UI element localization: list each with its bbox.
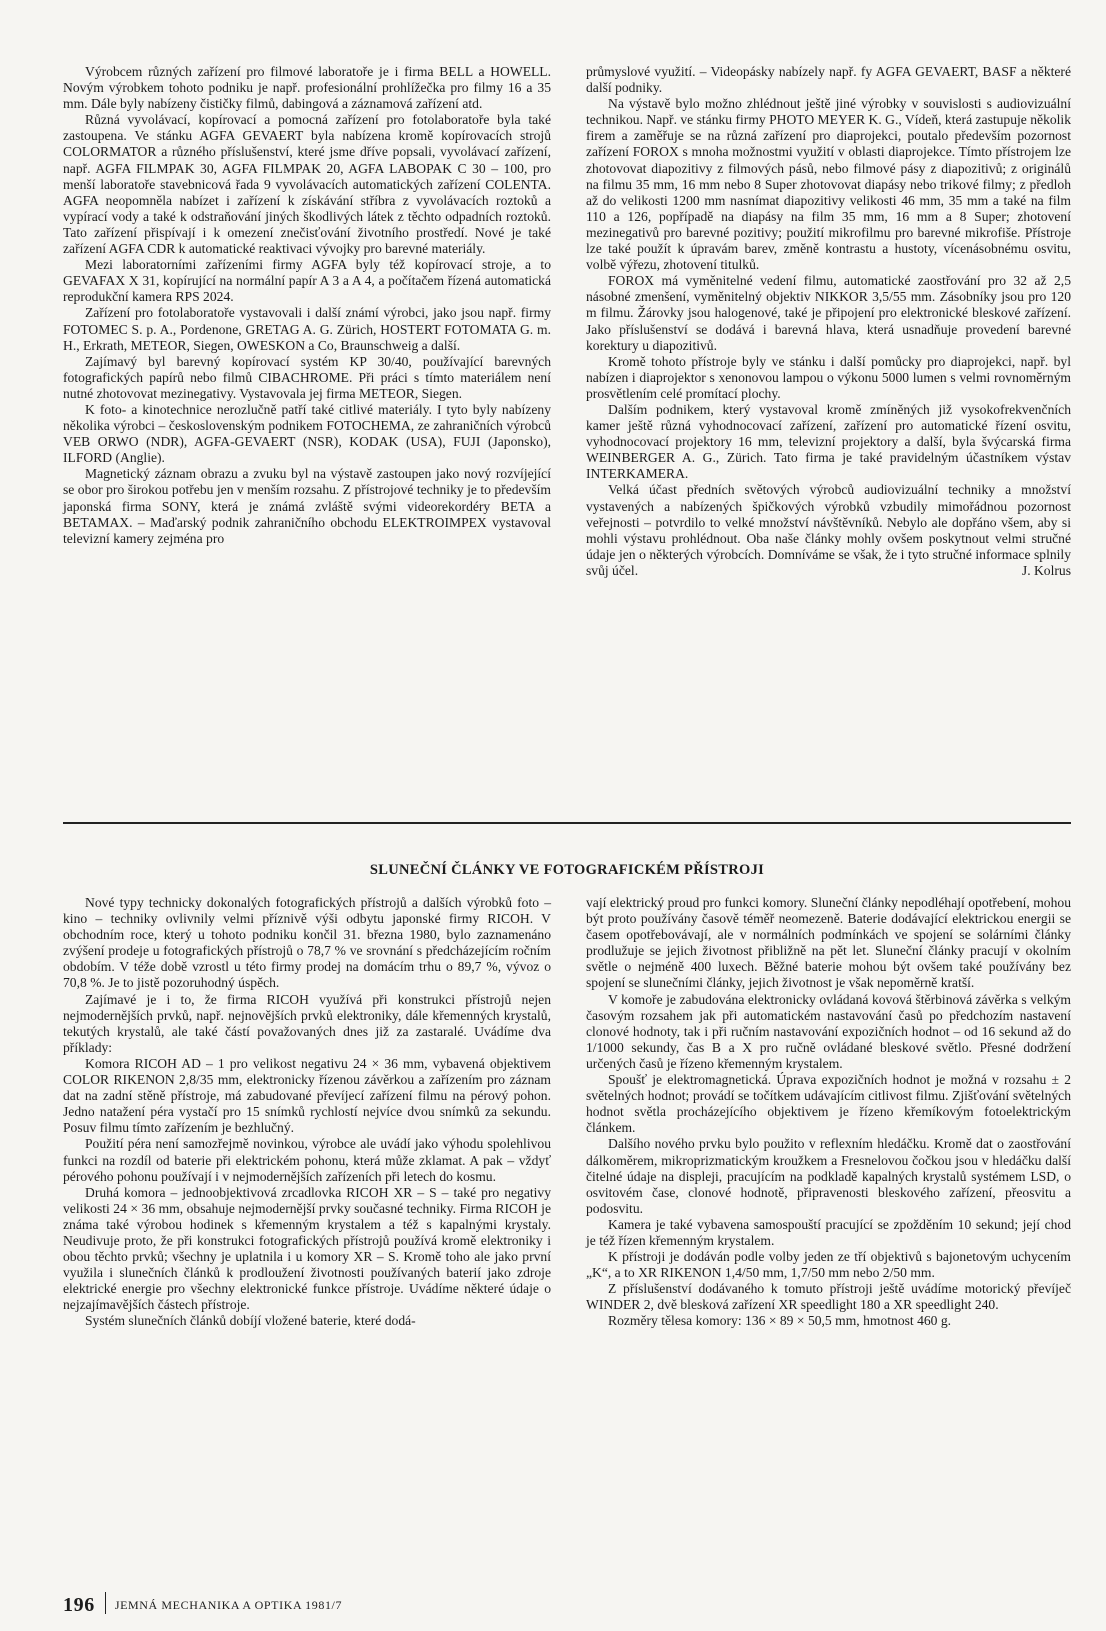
paragraph: průmyslové využití. – Videopásky nabízely např. fy AGFA GEVAERT, BASF a některé další podniky. bbox=[586, 64, 1071, 96]
journal-name: JEMNÁ MECHANIKA A OPTIKA 1981/7 bbox=[114, 1598, 343, 1612]
paragraph: K přístroji je dodáván podle volby jeden ze tří objektivů s bajonetovým uchycením „K“, a to XR RIKENON 1,4/50 mm, 1,7/50 mm nebo 2/50 mm. bbox=[586, 1249, 1071, 1281]
paragraph: Z příslušenství dodávaného k tomuto přístroji ještě uvádíme motorický převíječ WINDER 2, dvě blesková zařízení XR speedlight 180 a XR speedlight 240. bbox=[586, 1281, 1071, 1313]
paragraph: Výrobcem různých zařízení pro filmové laboratoře je i firma BELL a HOWELL. Novým výrobkem tohoto podniku je např. profesionální prohlížečka pro filmy 16 a 35 mm. Dále byly nabízeny čističky filmů, dabingová a záznamová zařízení atd. bbox=[63, 64, 551, 112]
page-footer bbox=[63, 1592, 342, 1617]
paragraph: Zařízení pro fotolaboratoře vystavovali i další známí výrobci, jako jsou např. firmy FOTOMEC S. p. A., Pordenone, GRETAG A. G. Zürich, HOSTERT FOTOMATA G. m. H., Erkrath, METEOR, Siegen, OWESKON a Co, Braunschweig a další. bbox=[63, 305, 551, 353]
paragraph: vají elektrický proud pro funkci komory. Sluneční články nepodléhají opotřebení, mohou být proto používány časově téměř neomezeně. Baterie dodávající elektrickou energii se časem opotřebovávají, ale v normálních podmínkách ve spojení se solárními články prodlužuje se jejich životnost přibližně na pět let. Sluneční články pracují v okolním světle o nejméně 400 luxech. Běžné baterie mohou být ovšem také používány bez spojení se slunečními články, jejich životnost je však nepoměrně kratší. bbox=[586, 895, 1071, 991]
paragraph-text: Velká účast předních světových výrobců audiovizuální techniky a množství vystavených a nabízených špičkových výrobků vzbudily mimořádnou pozornost veřejnosti – potvrdilo to velké množství návštěvníků. Nebylo ale dopřáno všem, aby si mohli výstavu prohlédnout. Oba naše články mohly ovšem poskytnout velmi stručné údaje jen o některých výrobcích. Domníváme se však, že i tyto stručné informace splnily svůj účel. bbox=[586, 482, 1071, 578]
paragraph: Druhá komora – jednoobjektivová zrcadlovka RICOH XR – S – také pro negativy velikosti 24 × 36 mm, obsahuje nejmodernější prvky současné techniky. Firma RICOH je známa také výrobou hodinek s křemenným krystalem a též s kapalnými krystaly. Neudivuje proto, že při konstrukci fotografických přístrojů používá kromě elektroniky i obou těchto prvků; všechny je uplatnila i u komory XR – S. Kromě toho ale jako první využila i slunečních článků k prodloužení životnosti používaných baterií jako zdroje elektrické energie pro všechny elektronické funkce přístroje. Uvádíme některé údaje o nejzajímavějších částech přístroje. bbox=[63, 1184, 551, 1313]
article1-right-column bbox=[586, 64, 1071, 579]
section-divider bbox=[63, 822, 1071, 824]
page-number: 196 bbox=[63, 1594, 95, 1616]
paragraph: K foto- a kinotechnice nerozlučně patří také citlivé materiály. I tyto byly nabízeny několika výrobci – československým podnikem FOTOCHEMA, ze zahraničních výrobců VEB ORWO (NDR), AGFA-GEVAERT (NSR), KODAK (USA), FUJI (Japonsko), ILFORD (Anglie). bbox=[63, 401, 551, 466]
author-signature: J. Kolrus bbox=[1021, 562, 1071, 578]
paragraph: Kamera je také vybavena samospouští pracující se zpožděním 10 sekund; její chod je též řízen křemenným krystalem. bbox=[586, 1216, 1071, 1248]
paragraph: Komora RICOH AD – 1 pro velikost negativu 24 × 36 mm, vybavená objektivem COLOR RIKENON 2,8/35 mm, elektronicky řízenou závěrkou a zařízením pro záznam dat na zadní stěně přístroje, má zabudované převíjecí zařízení filmu na pérový pohon. Jedno natažení péra vystačí pro 15 snímků rychlostí nejvíce dvou snímků za sekundu. Posuv filmu tímto zařízením je bezhlučný. bbox=[63, 1055, 551, 1136]
paragraph: Spoušť je elektromagnetická. Úprava expozičních hodnot je možná v rozsahu ± 2 světelných hodnot; provádí se točítkem udávajícím citlivost filmu. Zjišťování světelných hodnot světla procházejícího objektivem je řízeno křemíkovým fotoelektrickým článkem. bbox=[586, 1072, 1071, 1136]
paragraph: Zajímavé je i to, že firma RICOH využívá při konstrukci přístrojů nejen nejmodernějších prvků, např. nejnovějších prvků elektroniky, dále křemenných krystalů, tekutých krystalů, ale také částí považovaných dnes již za zastaralé. Uvádíme dva příklady: bbox=[63, 991, 551, 1055]
article-title: SLUNEČNÍ ČLÁNKY VE FOTOGRAFICKÉM PŘÍSTROJI bbox=[369, 862, 765, 878]
paragraph: Magnetický záznam obrazu a zvuku byl na výstavě zastoupen jako nový rozvíjející se obor pro širokou potřebu jen v menším rozsahu. Z přístrojové techniky je to především japonská firma SONY, která je známá zvláště svými videorekordéry BETA a BETAMAX. – Maďarský podnik zahraničního obchodu ELEKTROIMPEX vystavoval televizní kamery zejména pro bbox=[63, 466, 551, 546]
paragraph: Dalším podnikem, který vystavoval kromě zmíněných již vysokofrekvenčních kamer ještě různá vyhodnocovací zařízení, zařízení pro automatické řízení osvitu, vyhodnocovací projektory 16 mm, televizní projektory a další, byla švýcarská firma WEINBERGER A. G., Zürich. Tato firma je také pravidelným účastníkem výstav INTERKAMERA. bbox=[586, 401, 1071, 482]
paragraph: Použití péra není samozřejmě novinkou, výrobce ale uvádí jako výhodu spolehlivou funkci na rozdíl od baterie při elektrickém pohonu, která může zklamat. A pak – vždyť pérového pohonu používají i v nejmodernějších zařízeních při letech do kosmu. bbox=[63, 1136, 551, 1184]
paragraph: Zajímavý byl barevný kopírovací systém KP 30/40, používající barevných fotografických papírů nebo filmů CIBACHROME. Při práci s tímto materiálem není nutné zhotovovat mezinegativy. Vystavovala jej firma METEOR, Siegen. bbox=[63, 353, 551, 401]
article2-left-column bbox=[63, 895, 551, 1330]
footer-divider bbox=[105, 1592, 106, 1614]
paragraph: Mezi laboratorními zařízeními firmy AGFA byly též kopírovací stroje, a to GEVAFAX X 31, kopírující na normální papír A 3 a A 4, a počítačem řízená automatická reprodukční kamera RPS 2024. bbox=[63, 257, 551, 305]
paragraph: Různá vyvolávací, kopírovací a pomocná zařízení pro fotolaboratoře byla také zastoupena. Ve stánku AGFA GEVAERT byla nabízena kromě kopírovacích strojů COLORMATOR a různého příslušenství, které jsme dříve popsali, vyvolávací zařízení, např. AGFA FILMPAK 30, AGFA FILMPAK 20, AGFA LABOPAK C 30 – 100, pro menší laboratoře stavebnicová řada 9 vyvolávacích automatických zařízení COLENTA. AGFA neopomněla nabízet i zařízení k získávání stříbra z vyvolávacích roztoků a vypírací vody a také k odstraňování jiných škodlivých látek z těchto odpadních roztoků. Tato zařízení přispívají i k omezení znečisťování životního prostředí. Nové je také zařízení AGFA CDR k automatické reaktivaci vývojky pro barevné materiály. bbox=[63, 112, 551, 257]
paragraph: FOROX má vyměnitelné vedení filmu, automatické zaostřování pro 32 až 2,5 násobné zmenšení, vyměnitelný objektiv NIKKOR 3,5/55 mm. Zásobníky jsou pro 120 m filmu. Žárovky jsou halogenové, také je připojení pro elektronické bleskové zařízení. Jako příslušenství se dodává i barevná hlava, která usnadňuje provedení barevné korektury u diapozitivů. bbox=[586, 273, 1071, 353]
paragraph: Nové typy technicky dokonalých fotografických přístrojů a dalších výrobků foto – kino – techniky ovlivnily velmi příznivě výši odbytu japonské firmy RICOH. V obchodním roce, který u tohoto podniku končil 31. března 1980, bylo zaznamenáno zvýšení prodeje u fotografických přístrojů o 78,7 % ve srovnání s předcházejícím ročním obdobím. V téže době vzrostl u této firmy prodej na domácím trhu o 89,7 %, vývoz o 70,8 %. Je to jistě pozoruhodný úspěch. bbox=[63, 895, 551, 991]
paragraph: Kromě tohoto přístroje byly ve stánku i další pomůcky pro diaprojekci, např. byl nabízen i diaprojektor s xenonovou lampou o výkonu 5000 lumen s velmi rovnoměrným prosvětlením celé promítací plochy. bbox=[586, 353, 1071, 401]
paragraph: V komoře je zabudována elektronicky ovládaná kovová štěrbinová závěrka s velkým časovým rozsahem jak při automatickém nastavování časů po předchozím nastavení clonové hodnoty, tak i při ručním nastavování expozičních hodnot – od 16 sekund až do 1/1000 sekundy, čas B a X pro ručně ovládané bleskové světlo. Přesné dodržení určených časů je řízeno křemenným krystalem. bbox=[586, 991, 1071, 1071]
paragraph: Na výstavě bylo možno zhlédnout ještě jiné výrobky v souvislosti s audiovizuální technikou. Např. ve stánku firmy PHOTO MEYER K. G., Vídeň, která zastupuje několik firem a zaměřuje se na různá zařízení pro diaprojekci, poutalo především pozornost zařízení FOROX s mnoha možnostmi využití v oblasti diaprojekce. Tímto přístrojem lze zhotovovat diapozitivy z filmových pásů, nebo filmové pásy z diapozitivů; z originálů na filmu 35 mm, 16 mm nebo 8 Super zhotovovat diapásy nebo trikové filmy; z předloh až do velikosti 1200 mm nasnímat diapozitivy velikosti 46 mm, 35 mm a také na film 110 a 126, popřípadě na diapásy na film 35 mm, 16 mm a 8 Super; zhotovení mezinegativů pro barevné pozitivy; použití mikrofilmu pro barevné mikrofiše. Přístroje lze také použít k úpravám barev, změně kontrastu a hustoty, vícenásobnému osvitu, volbě výřezu, zhotovení titulků. bbox=[586, 96, 1072, 273]
paragraph: Rozměry tělesa komory: 136 × 89 × 50,5 mm, hmotnost 460 g. bbox=[608, 1313, 952, 1329]
article1-left-column bbox=[63, 64, 551, 547]
paragraph: Dalšího nového prvku bylo použito v reflexním hledáčku. Kromě dat o zaostřování dálkoměrem, mikroprizmatickým kroužkem a Fresnelovou čočkou jsou v hledáčku další čitelné údaje na displeji, pracujícím na podkladě kapalných krystalů systémem LSD, o osvitovém čase, clonové hodnotě, připravenosti bleskového zařízení, přeosvitu a podosvitu. bbox=[586, 1136, 1071, 1216]
last-paragraph bbox=[586, 482, 1071, 579]
article2-right-column bbox=[586, 895, 1071, 1330]
paragraph: Systém slunečních článků dobíjí vložené baterie, které dodá- bbox=[85, 1313, 416, 1329]
